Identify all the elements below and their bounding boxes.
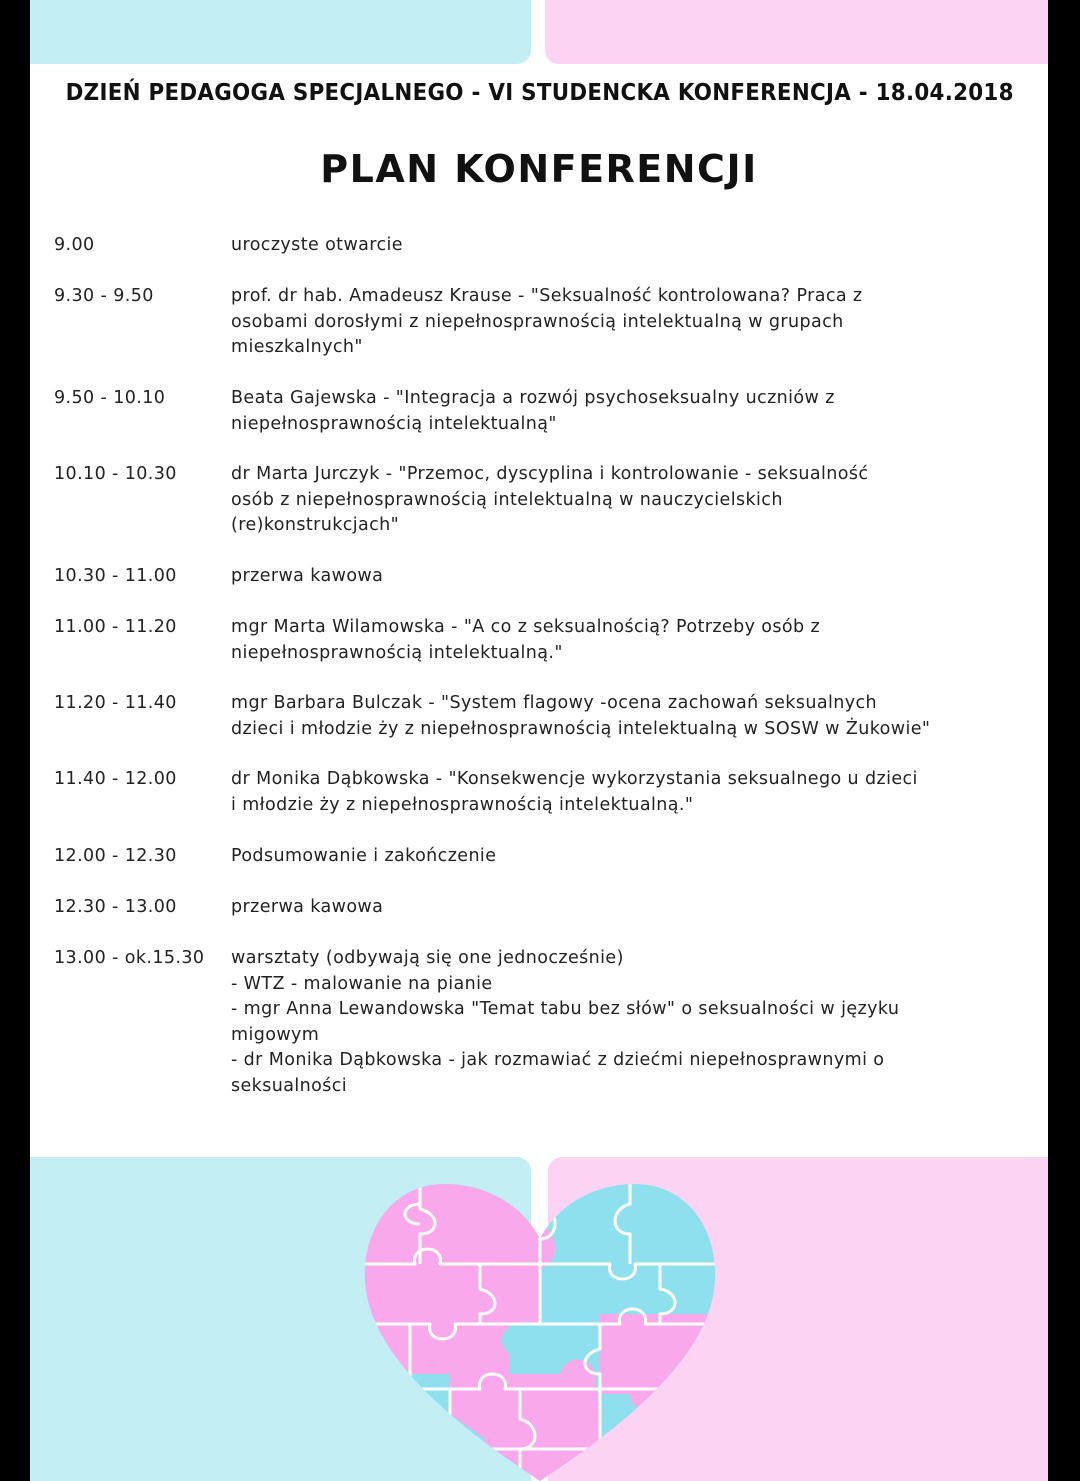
- schedule-description: [231, 462, 1031, 539]
- schedule-description-line: dr Monika Dąbkowska - "Konsekwencje wykorzystania seksualnego u dzieci: [231, 769, 918, 789]
- schedule-description-line: i młodzie ży z niepełnosprawnością intelektualną.": [231, 794, 694, 815]
- schedule-description: [231, 895, 1031, 921]
- schedule-description-line: (re)konstrukcjach": [231, 515, 400, 535]
- schedule-time: 9.30 - 9.50: [54, 286, 154, 306]
- schedule-description-line: przerwa kawowa: [231, 897, 384, 917]
- schedule-time: 12.00 - 12.30: [54, 846, 177, 866]
- schedule-description: [231, 284, 1031, 361]
- schedule-description-line: niepełnosprawnością intelektualną": [231, 413, 557, 434]
- schedule-description-line: seksualności: [231, 1075, 348, 1096]
- schedule-time: 9.50 - 10.10: [54, 388, 166, 408]
- schedule-description-line: migowym: [231, 1024, 320, 1045]
- conference-header: DZIEŃ PEDAGOGA SPECJALNEGO - VI STUDENCKA KONFERENCJA - 18.04.2018: [65, 80, 1014, 106]
- schedule-description-line: warsztaty (odbywają się one jednocześnie): [231, 948, 624, 968]
- schedule-description: [231, 615, 1031, 666]
- puzzle-heart-icon: [360, 1164, 720, 1481]
- schedule-description: [231, 564, 1031, 590]
- schedule-time: 11.00 - 11.20: [54, 617, 177, 637]
- top-blue-band: [30, 0, 531, 64]
- schedule-time: 10.30 - 11.00: [54, 566, 177, 586]
- schedule-description: [231, 946, 1031, 1099]
- schedule-description: [231, 233, 1031, 259]
- schedule-time: 10.10 - 10.30: [54, 464, 177, 484]
- schedule-description-line: mieszkalnych": [231, 337, 363, 357]
- schedule-description-line: mgr Marta Wilamowska - "A co z seksualnością? Potrzeby osób z: [231, 617, 821, 637]
- schedule-description-line: dr Marta Jurczyk - "Przemoc, dyscyplina i kontrolowanie - seksualność: [231, 464, 869, 484]
- schedule-description-line: dzieci i młodzie ży z niepełnosprawnością intelektualną w SOSW w Żukowie": [231, 718, 931, 739]
- schedule-time: 13.00 - ok.15.30: [54, 948, 205, 968]
- schedule-description-line: osobami dorosłymi z niepełnosprawnością intelektualną w grupach: [231, 311, 844, 332]
- schedule-description: [231, 386, 1031, 437]
- schedule-description-line: - dr Monika Dąbkowska - jak rozmawiać z dziećmi niepełnosprawnymi o: [231, 1050, 885, 1070]
- page-title: PLAN KONFERENCJI: [320, 147, 758, 191]
- schedule-time: 9.00: [54, 235, 95, 255]
- schedule-description-line: - WTZ - malowanie na pianie: [231, 973, 493, 994]
- schedule-description-line: prof. dr hab. Amadeusz Krause - "Seksualność kontrolowana? Praca z: [231, 286, 863, 306]
- schedule-description: [231, 844, 1031, 870]
- schedule-description-line: - mgr Anna Lewandowska "Temat tabu bez słów" o seksualności w języku: [231, 999, 900, 1019]
- schedule-time: 12.30 - 13.00: [54, 897, 177, 917]
- schedule-description-line: Podsumowanie i zakończenie: [231, 846, 497, 866]
- schedule-description: [231, 691, 1031, 742]
- top-pink-band: [545, 0, 1048, 64]
- conference-poster: [30, 0, 1048, 1481]
- schedule-time: 11.40 - 12.00: [54, 769, 177, 789]
- schedule-description-line: uroczyste otwarcie: [231, 235, 403, 255]
- schedule-description-line: niepełnosprawnością intelektualną.": [231, 642, 563, 663]
- schedule-description-line: przerwa kawowa: [231, 566, 384, 586]
- schedule-description-line: mgr Barbara Bulczak - "System flagowy -ocena zachowań seksualnych: [231, 693, 877, 713]
- schedule-description: [231, 767, 1031, 818]
- schedule-description-line: osób z niepełnosprawnością intelektualną w nauczycielskich: [231, 489, 783, 510]
- schedule-time: 11.20 - 11.40: [54, 693, 177, 713]
- schedule-description-line: Beata Gajewska - "Integracja a rozwój psychoseksualny uczniów z: [231, 388, 835, 408]
